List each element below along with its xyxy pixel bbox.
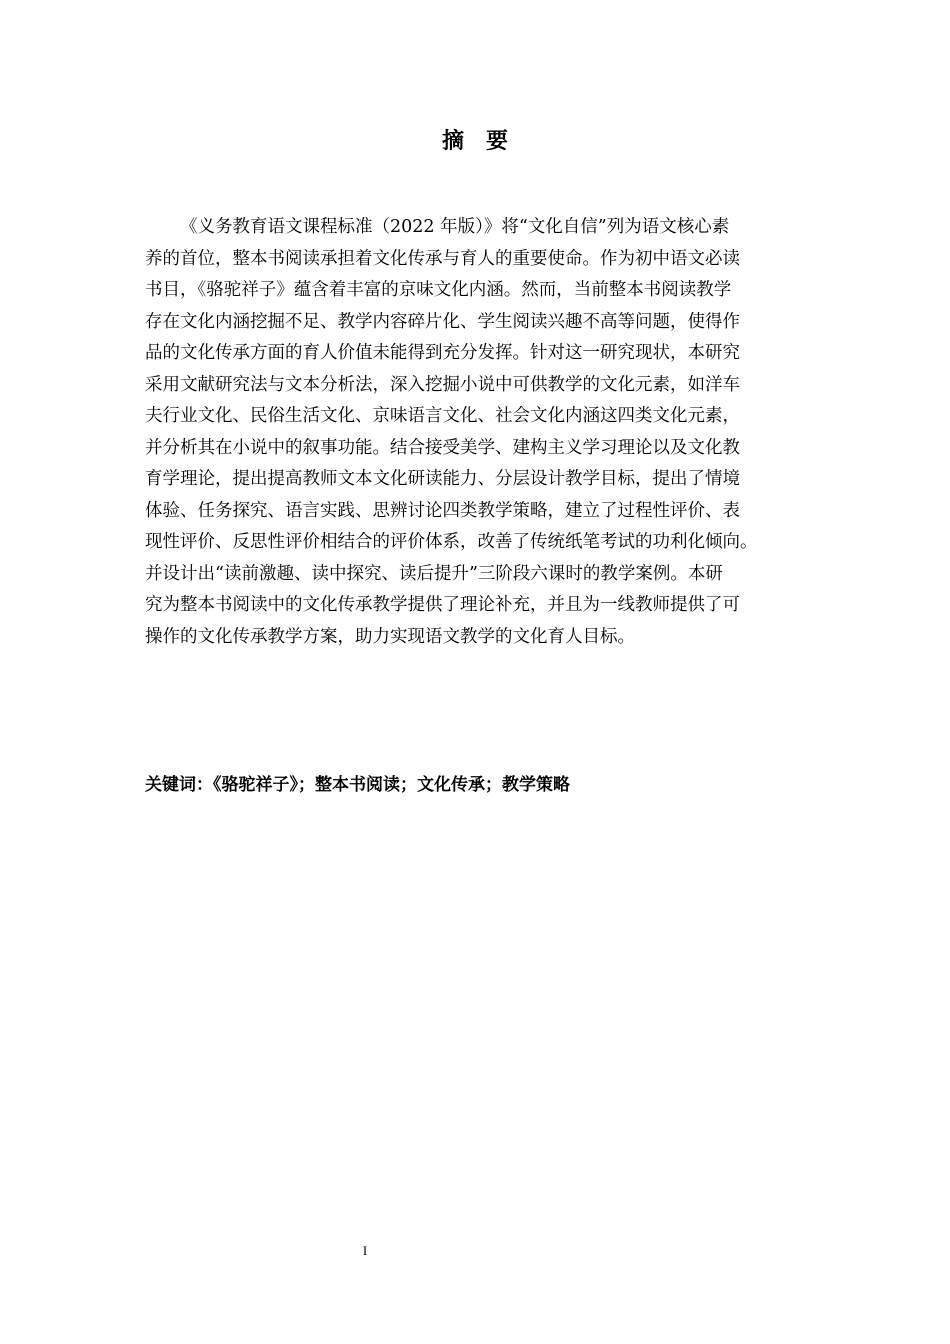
page-number: I	[362, 1243, 368, 1258]
abstract-line: 体验、任务探究、语言实践、思辨讨论四类教学策略，建立了过程性评价、表	[145, 500, 740, 521]
abstract-line: 品的文化传承方面的育人价值未能得到充分发挥。针对这一研究现状，本研究	[145, 343, 740, 363]
abstract-body	[145, 212, 815, 653]
abstract-line: 育学理论，提出提高教师文本文化研读能力、分层设计教学目标，提出了情境	[145, 469, 740, 489]
abstract-line: 现性评价、反思性评价相结合的评价体系，改善了传统纸笔考试的功利化倾向。	[145, 532, 758, 552]
abstract-line: 养的首位，整本书阅读承担着文化传承与育人的重要使命。作为初中语文必读	[145, 248, 740, 269]
abstract-line: 夫行业文化、民俗生活文化、京味语言文化、社会文化内涵这四类文化元素，	[145, 406, 740, 426]
abstract-line: 并分析其在小说中的叙事功能。结合接受美学、建构主义学习理论以及文化教	[145, 437, 740, 458]
abstract-title-part2: 要	[486, 129, 509, 154]
abstract-line: 《义务教育语文课程标准（2022 年版）》将“文化自信”列为语文核心素	[180, 217, 730, 237]
abstract-line: 究为整本书阅读中的文化传承教学提供了理论补充，并且为一线教师提供了可	[145, 595, 740, 615]
abstract-title-part1: 摘	[441, 129, 464, 154]
abstract-line: 采用文献研究法与文本分析法，深入挖掘小说中可供教学的文化元素，如洋车	[145, 374, 740, 395]
abstract-line: 书目，《骆驼祥子》蕴含着丰富的京味文化内涵。然而，当前整本书阅读教学	[145, 280, 732, 300]
abstract-title	[0, 127, 950, 157]
keywords-line: 关键词：《骆驼祥子》；整本书阅读；文化传承；教学策略	[145, 775, 570, 795]
abstract-line: 并设计出“读前激趣、读中探究、读后提升”三阶段六课时的教学案例。本研	[145, 563, 723, 584]
abstract-line: 存在文化内涵挖掘不足、教学内容碎片化、学生阅读兴趣不高等问题，使得作	[145, 311, 740, 332]
abstract-line: 操作的文化传承教学方案，助力实现语文教学的文化育人目标。	[145, 626, 635, 647]
